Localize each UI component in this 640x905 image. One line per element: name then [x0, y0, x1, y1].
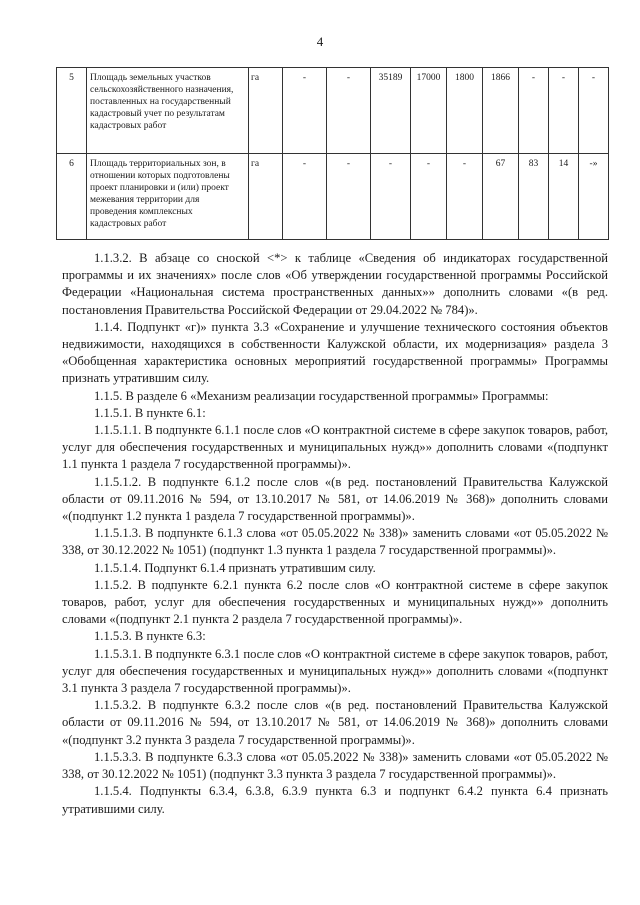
indicators-table	[56, 67, 609, 240]
unit-cell: га	[249, 154, 283, 240]
value-cell: 1866	[483, 68, 519, 154]
value-cell: -	[327, 68, 371, 154]
value-cell: 35189	[371, 68, 411, 154]
value-cell: -	[283, 154, 327, 240]
value-cell: -	[411, 154, 447, 240]
value-cell: -	[327, 154, 371, 240]
paragraph: 1.1.5.2. В подпункте 6.2.1 пункта 6.2 после слов «О контрактной системе в сфере закупок товаров, работ, услуг для обеспечения государственных и муниципальных нужд»» дополнить словами «(подпункт 2.1 пункта 2 раздела 7 государственной программы)».	[62, 577, 608, 627]
indicator-name: Площадь земельных участков сельскохозяйственного назначения, поставленных на государственный кадастровый учет по результатам кадастровых работ	[87, 68, 249, 154]
paragraph: 1.1.5.3.1. В подпункте 6.3.1 после слов «О контрактной системе в сфере закупок товаров, работ, услуг для обеспечения государственных и муниципальных нужд»» дополнить словами «(подпункт 3.1 пункта 3 раздела 7 государственной программы)».	[62, 646, 608, 696]
paragraph: 1.1.5.3. В пункте 6.3:	[94, 629, 206, 644]
value-cell: 1800	[447, 68, 483, 154]
value-cell: -	[283, 68, 327, 154]
paragraph: 1.1.5.4. Подпункты 6.3.4, 6.3.8, 6.3.9 пункта 6.3 и подпункт 6.4.2 пункта 6.4 признать утратившими силу.	[62, 784, 608, 816]
paragraph: 1.1.5.1.1. В подпункте 6.1.1 после слов «О контрактной системе в сфере закупок товаров, работ, услуг для обеспечения государственных и муниципальных нужд»» дополнить словами «(подпункт 1.1 пункта 1 раздела 7 государственной программы)».	[62, 423, 608, 472]
table-row	[57, 68, 609, 154]
value-cell: 17000	[411, 68, 447, 154]
value-cell: -»	[579, 154, 609, 240]
paragraph: 1.1.5.3.2. В подпункте 6.3.2 после слов «(в ред. постановлений Правительства Калужской области от 09.11.2016 № 594, от 13.10.2017 № 581, от 14.06.2019 № 368)» дополнить словами «(подпункт 3.2 пункта 3 раздела 7 государственной программы)».	[62, 698, 608, 747]
value-cell: -	[519, 68, 549, 154]
indicator-name: Площадь территориальных зон, в отношении которых подготовлены проект планировки и (или) проект межевания территории для проведения комплексных кадастровых работ	[87, 154, 249, 240]
body-text	[62, 250, 608, 818]
paragraph: 1.1.5.1.4. Подпункт 6.1.4 признать утратившим силу.	[94, 560, 376, 575]
table-row	[57, 154, 609, 240]
value-cell: -	[447, 154, 483, 240]
paragraph: 1.1.5. В разделе 6 «Механизм реализации государственной программы» Программы:	[94, 388, 549, 403]
paragraph: 1.1.5.3.3. В подпункте 6.3.3 слова «от 05.05.2022 № 338)» заменить словами «от 05.05.2022 № 338, от 30.12.2022 № 1051) (подпункт 3.3 пункта 3 раздела 7 государственной программы)».	[62, 749, 608, 782]
unit-cell: га	[249, 68, 283, 154]
paragraph: 1.1.5.1.3. В подпункте 6.1.3 слова «от 05.05.2022 № 338)» заменить словами «от 05.05.2022 № 338, от 30.12.2022 № 1051) (подпункт 1.3 пункта 1 раздела 7 государственной программы)».	[62, 526, 608, 558]
value-cell: -	[549, 68, 579, 154]
value-cell: 14	[549, 154, 579, 240]
paragraph: 1.1.5.1.2. В подпункте 6.1.2 после слов «(в ред. постановлений Правительства Калужской области от 09.11.2016 № 594, от 13.10.2017 № 581, от 14.06.2019 № 368)» дополнить словами «(подпункт 1.2 пункта 1 раздела 7 государственной программы)».	[62, 474, 608, 524]
value-cell: -	[371, 154, 411, 240]
value-cell: 83	[519, 154, 549, 240]
page-number: 4	[316, 34, 324, 49]
paragraph: 1.1.3.2. В абзаце со сноской <*> к таблице «Сведения об индикаторах государственной программы и их значениях» после слов «Об утверждении государственной программы Российской Федерации «Национальная система пространственных данных»» дополнить словами «(в ред. постановления Правительства Российской Федерации от 29.04.2022 № 784)».	[62, 251, 608, 317]
paragraph: 1.1.5.1. В пункте 6.1:	[94, 405, 206, 420]
row-number: 6	[57, 154, 87, 240]
paragraph: 1.1.4. Подпункт «г)» пункта 3.3 «Сохранение и улучшение технического состояния объектов недвижимости, находящихся в собственности Калужской области, их модернизация» раздела 3 «Обобщенная характеристика основных мероприятий государственной программы» Программы признать утратившим силу.	[62, 319, 608, 386]
row-number: 5	[57, 68, 87, 154]
value-cell: -	[579, 68, 609, 154]
value-cell: 67	[483, 154, 519, 240]
